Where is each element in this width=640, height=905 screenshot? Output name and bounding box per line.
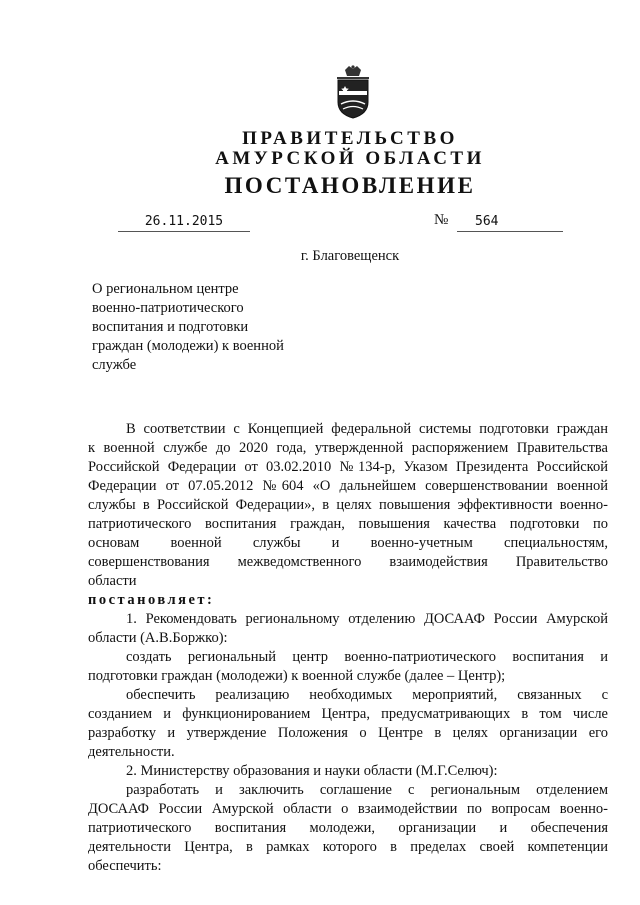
body-line: ДОСААФ России Амурской области о взаимодействии по вопросам военно- xyxy=(88,801,608,817)
body-line: обеспечить реализацию необходимых мероприятий, связанных с xyxy=(126,687,608,703)
title-line: граждан (молодежи) к военной xyxy=(92,338,284,354)
amur-region-coat-of-arms-icon xyxy=(331,64,375,120)
body-line: деятельности. xyxy=(88,744,175,760)
document-type: ПОСТАНОВЛЕНИЕ xyxy=(224,173,476,198)
document-number: 564 xyxy=(475,214,499,229)
body-line: подготовки граждан (молодежи) к военной службе (далее – Центр); xyxy=(88,668,506,684)
body-line: совершенствования межведомственного взаимодействия Правительство xyxy=(88,554,608,570)
body-line: созданием и функционированием Центра, предусматривающих в том числе xyxy=(88,706,608,722)
body-line: Российской Федерации от 03.02.2010 №134-р, Указом Президента Российской xyxy=(88,459,608,475)
title-line: военно-патриотического xyxy=(92,300,244,316)
government-title-line2: АМУРСКОЙ ОБЛАСТИ xyxy=(215,148,485,169)
government-title-line1: ПРАВИТЕЛЬСТВО xyxy=(242,128,458,149)
body-line: Федерации от 07.05.2012 №604 «О дальнейшем совершенствовании военной xyxy=(88,478,608,494)
number-label: № xyxy=(434,212,449,228)
resolves-keyword: постановляет: xyxy=(88,592,215,608)
body-line: 1. Рекомендовать региональному отделению ДОСААФ России Амурской xyxy=(126,611,608,627)
body-line: 2. Министерству образования и науки области (М.Г.Селюч): xyxy=(126,763,498,779)
body-line: обеспечить: xyxy=(88,858,162,874)
body-line: к военной службе до 2020 года, утвержденной распоряжением Правительства xyxy=(88,440,608,456)
body-line: основам военной службы и военно-учетным специальностям, xyxy=(88,535,608,551)
body-line: В соответствии с Концепцией федеральной системы подготовки граждан xyxy=(126,421,608,437)
document-number-field xyxy=(457,213,563,232)
document-body xyxy=(88,420,608,876)
body-line: патриотического воспитания молодежи, организации и обеспечения xyxy=(88,820,608,836)
body-line: разработку и утверждение Положения о Центре в целях организации его xyxy=(88,725,608,741)
body-line: службы в Российской Федерации», в целях повышения эффективности военно- xyxy=(88,497,608,513)
title-line: О региональном центре xyxy=(92,281,239,297)
title-line: службе xyxy=(92,357,137,373)
body-line: деятельности Центра, в рамках которого в пределах своей компетенции xyxy=(88,839,608,855)
body-line: области (А.В.Боржко): xyxy=(88,630,228,646)
body-line: создать региональный центр военно-патриотического воспитания и xyxy=(126,649,608,665)
title-line: воспитания и подготовки xyxy=(92,319,249,335)
document-date: 26.11.2015 xyxy=(118,213,250,232)
body-line: патриотического воспитания граждан, повышения качества подготовки по xyxy=(88,516,608,532)
document-title xyxy=(92,280,332,375)
city: г. Благовещенск xyxy=(300,248,400,264)
body-line: разработать и заключить соглашение с региональным отделением xyxy=(126,782,608,798)
body-line: области xyxy=(88,573,137,589)
